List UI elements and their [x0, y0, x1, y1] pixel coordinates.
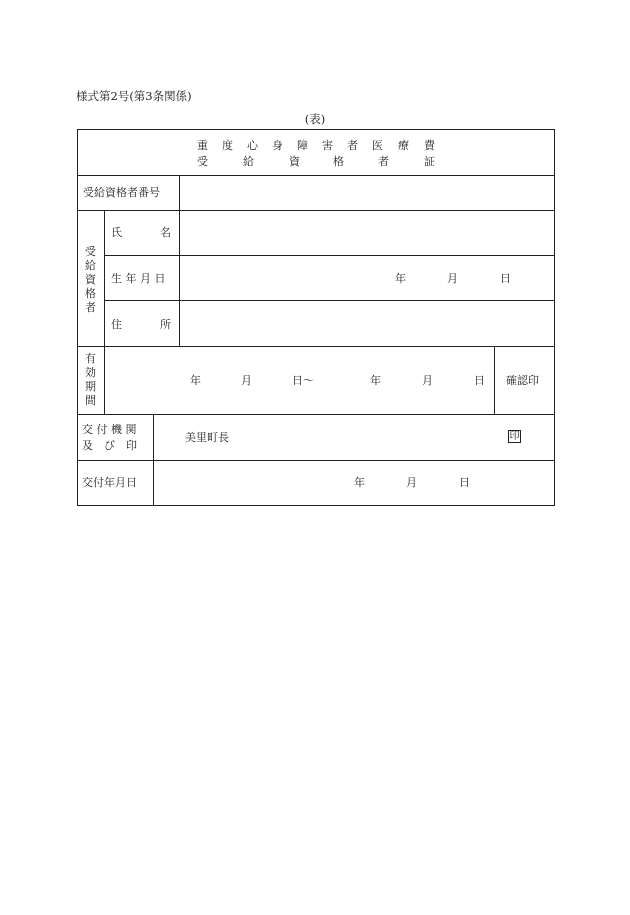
title-char: 身	[272, 139, 283, 152]
issue-month: 月	[406, 476, 417, 489]
title-char: 心	[247, 139, 258, 152]
issuer-label-line2: 及 び 印	[82, 439, 137, 452]
validity-to-year: 年	[370, 374, 381, 387]
address-label-1: 住	[111, 318, 122, 331]
col-confirm	[494, 346, 495, 414]
validity-from-month: 月	[241, 374, 252, 387]
title-char: 医	[372, 139, 383, 152]
birth-label: 生 年 月 日	[111, 272, 166, 285]
birth-day: 日	[500, 272, 511, 285]
side-label: (表)	[304, 112, 326, 126]
title-char: 療	[398, 139, 409, 152]
rule-validity	[77, 414, 555, 415]
birth-month: 月	[447, 272, 458, 285]
holder-char: 給	[85, 259, 96, 272]
confirm-seal-label: 確認印	[506, 374, 539, 387]
issue-year: 年	[354, 476, 365, 489]
title-char: 重	[197, 139, 208, 152]
title-char: 給	[243, 155, 254, 168]
birth-year: 年	[395, 272, 406, 285]
rule-title	[77, 175, 555, 176]
col-holder	[104, 210, 105, 414]
validity-from-year: 年	[190, 374, 201, 387]
issuer-label-line1: 交 付 機 関	[82, 423, 137, 436]
title-char: 証	[424, 155, 435, 168]
title-char: 害	[322, 139, 333, 152]
validity-char: 有	[85, 352, 96, 365]
rule-address	[77, 346, 555, 347]
title-char: 障	[297, 139, 308, 152]
title-char: 者	[378, 155, 389, 168]
holder-char: 受	[85, 245, 96, 258]
issue-date-label: 交付年月日	[82, 476, 137, 489]
title-char: 者	[347, 139, 358, 152]
col-number	[179, 175, 180, 210]
form-number: 様式第2号(第3条関係)	[76, 89, 192, 103]
name-label-1: 氏	[111, 226, 122, 239]
validity-to-month: 月	[422, 374, 433, 387]
title-char: 資	[289, 155, 300, 168]
holder-char: 資	[85, 273, 96, 286]
validity-char: 効	[85, 366, 96, 379]
rule-number	[77, 210, 555, 211]
number-label: 受給資格者番号	[83, 186, 160, 199]
validity-char: 期	[85, 380, 96, 393]
title-char: 度	[222, 139, 233, 152]
seal-mark: 印	[509, 431, 520, 442]
holder-char: 者	[85, 301, 96, 314]
issuer-name: 美里町長	[185, 431, 229, 444]
title-char: 受	[197, 155, 208, 168]
validity-char: 間	[85, 394, 96, 407]
validity-to-day: 日	[474, 374, 485, 387]
rule-issuer	[77, 460, 555, 461]
rule-birth	[104, 300, 555, 301]
col-issuer	[153, 414, 154, 506]
rule-name	[104, 255, 555, 256]
col-holder-fields	[179, 210, 180, 346]
issue-day: 日	[459, 476, 470, 489]
validity-from-day: 日〜	[292, 374, 314, 387]
title-char: 格	[333, 155, 344, 168]
holder-char: 格	[85, 287, 96, 300]
address-label-2: 所	[160, 318, 171, 331]
title-char: 費	[424, 139, 435, 152]
name-label-2: 名	[160, 226, 171, 239]
